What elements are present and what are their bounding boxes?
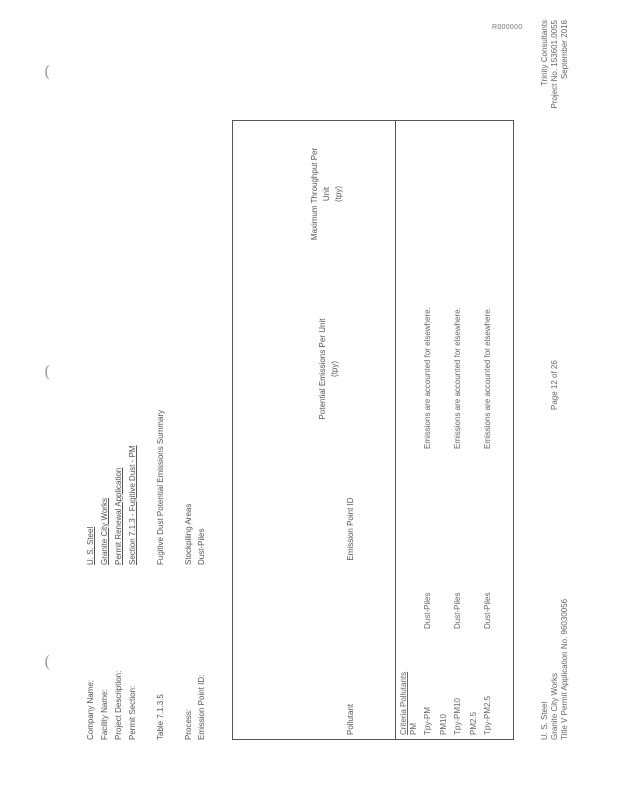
- company-label: Company Name:: [86, 679, 95, 740]
- rotated-page: [30, 20, 590, 740]
- footer-company: U. S. Steel: [540, 701, 549, 740]
- footer-consultant: Trinity Consultants: [540, 20, 549, 86]
- row-pollutant: Tpy-PM10: [453, 698, 462, 735]
- footer-date: September 2016: [560, 20, 569, 80]
- row-emission-point: Dust-Piles: [423, 592, 432, 629]
- project-value: Permit Renewal Application: [114, 467, 123, 565]
- footer-application: Title V Permit Application No. 96030056: [560, 598, 569, 740]
- sub-label: PM2.5: [469, 711, 478, 735]
- process-value: Stockpiling Areas: [184, 503, 193, 565]
- header-maximum-line3: (tpy): [334, 186, 343, 202]
- facility-value: Granite City Works: [100, 498, 109, 565]
- header-emission-point: Emission Point ID: [346, 497, 355, 561]
- row-potential: Emissions are accounted for elsewhere.: [483, 307, 492, 449]
- header-maximum-line1: Maximum Throughput Per: [310, 147, 319, 241]
- emissions-table: [232, 120, 514, 740]
- row-emission-point: Dust-Piles: [483, 592, 492, 629]
- row-pollutant: Tpy-PM: [423, 707, 432, 735]
- header-maximum-line2: Unit: [322, 186, 331, 202]
- punch-hole-mark: (: [44, 362, 51, 381]
- page-number: R000000: [492, 24, 523, 31]
- punch-hole-mark: (: [44, 652, 51, 671]
- facility-label: Facility Name:: [100, 689, 109, 740]
- row-emission-point: Dust-Piles: [453, 592, 462, 629]
- row-pollutant: Tpy-PM2.5: [483, 695, 492, 735]
- table-number: Table 7.1.3.5: [156, 694, 165, 740]
- emission-point-label: Emission Point ID:: [197, 674, 206, 740]
- footer-project-number: Project No. 153601.0055: [550, 20, 559, 109]
- table-title: Fugitive Dust Potential Emissions Summary: [156, 409, 165, 565]
- footer-page: Page 12 of 26: [550, 360, 559, 410]
- section-label: Criteria Pollutants: [399, 671, 408, 735]
- permit-value: Section 7.1.3 - Fugitive Dust - PM: [128, 445, 137, 565]
- footer-facility: Granite City Works: [550, 673, 559, 740]
- row-potential: Emissions are accounted for elsewhere.: [423, 307, 432, 449]
- project-label: Project Description:: [114, 670, 123, 740]
- company-value: U. S. Steel: [86, 526, 95, 565]
- header-potential-line1: Potential Emissions Per Unit: [318, 318, 327, 420]
- permit-label: Permit Section:: [128, 685, 137, 740]
- header-potential-emissions: [317, 289, 341, 449]
- emission-point-value: Dust-Piles: [197, 528, 206, 565]
- process-label: Process:: [184, 708, 193, 740]
- header-pollutant: Pollutant: [346, 703, 355, 735]
- sub-label: PM10: [439, 714, 448, 735]
- row-potential: Emissions are accounted for elsewhere.: [453, 307, 462, 449]
- header-maximum-throughput: [309, 119, 345, 269]
- punch-hole-mark: (: [44, 62, 51, 81]
- header-divider: [395, 121, 396, 739]
- header-potential-line2: (tpy): [330, 361, 339, 377]
- sub-label: PM: [409, 723, 418, 735]
